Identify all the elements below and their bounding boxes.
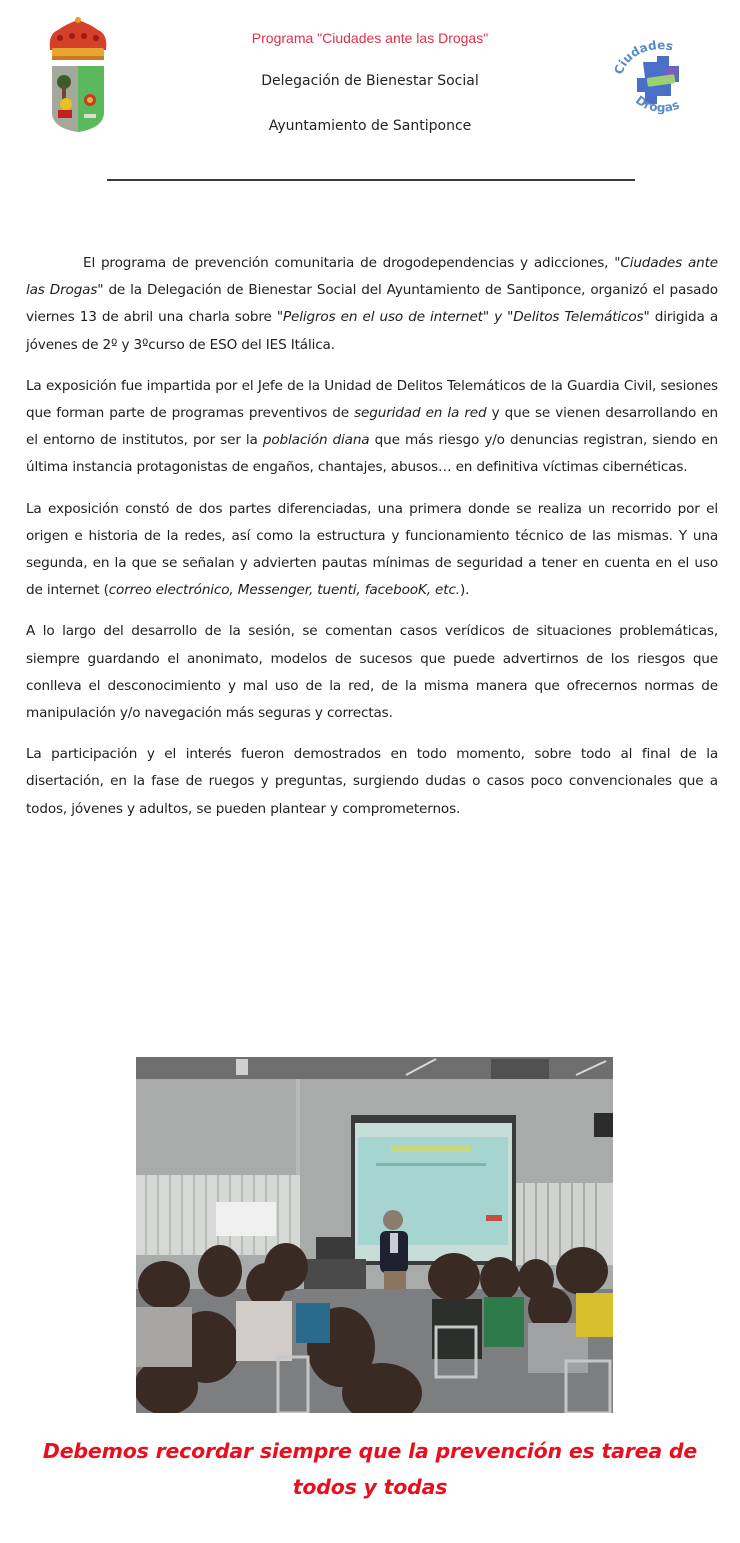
program-title: Programa "Ciudades ante las Drogas" — [251, 30, 489, 46]
text-segment: El programa de prevención comunitaria de drogodependencias y adicciones, " — [83, 255, 621, 271]
text-segment: La participación y el interés fueron demostrados en todo momento, sobre todo al final de la disertación, en la fase de ruegos y preguntas, surgiendo dudas o casos poco convencionales que a todos, jóvenes y adultos, se pueden plantear y comprometernos. — [26, 746, 718, 817]
paragraph-structure — [26, 496, 718, 605]
text-segment: " dirigida a jóvenes de 2º y 3ºcurso de ESO del IES Itálica. — [26, 309, 719, 353]
header-divider — [107, 179, 635, 181]
svg-text:Ciudades: Ciudades — [611, 38, 675, 77]
italic-segment: Ciudades ante las Drogas — [26, 255, 719, 299]
italic-segment: seguridad en la red — [354, 405, 487, 422]
text-segment: " de la Delegación de Bienestar Social del Ayuntamiento de Santiponce, organizó el pasado viernes 13 de abril una charla sobre " — [26, 282, 718, 326]
italic-segment: Peligros en el uso de internet" y "Delitos Telemáticos — [283, 309, 644, 326]
text-segment: La exposición fue impartida por el Jefe de la Unidad de Delitos Telemáticos de la Guardia Civil, sesiones que forman parte de programas preventivos de — [26, 377, 718, 422]
text-segment: La exposición constó de dos partes diferenciadas, una primera donde se realiza un recorrido por el origen e historia de la redes, así como la estructura y funcionamiento técnico de las mismas. Y una segunda, en la que se señalan y advierten pautas mínimas de seguridad a tener en cuenta en el uso de internet ( — [26, 500, 718, 599]
council-title: Ayuntamiento de Santiponce — [268, 118, 472, 134]
delegation-title: Delegación de Bienestar Social — [261, 73, 479, 89]
closing-message: Debemos recordar siempre que la prevención es tarea de todos y todas — [42, 1439, 698, 1499]
text-segment: A lo largo del desarrollo de la sesión, se comentan casos verídicos de situaciones problemáticas, siempre guardando el anonimato, modelos de sucesos que puede advertirnos de los riesgos que conlleva el desconocimiento y mal uso de la red, de la misma manera que ofrecernos normas de manipulación y/o navegación más seguras y correctas. — [26, 623, 718, 722]
article-body — [26, 250, 718, 837]
text-segment: ). — [459, 582, 470, 599]
paragraph-cases — [26, 618, 718, 727]
paragraph-participation — [26, 741, 718, 823]
text-segment: y que se vienen desarrollando en el entorno de institutos, por ser la — [26, 405, 718, 449]
italic-segment: población diana — [262, 432, 370, 449]
ciudades-ante-las-drogas-logo — [607, 38, 711, 122]
paragraph-intro — [26, 250, 718, 359]
text-segment: que más riesgo y/o denuncias registran, siendo en última instancia protagonistas de engaños, chantajes, abusos… en definitiva víctimas cibernéticas. — [26, 432, 718, 476]
classroom-talk-photo — [136, 1057, 613, 1413]
svg-text:Drogas: Drogas — [633, 92, 682, 115]
paragraph-speaker — [26, 373, 718, 482]
italic-segment: correo electrónico, Messenger, tuenti, facebooK, etc. — [108, 582, 460, 599]
